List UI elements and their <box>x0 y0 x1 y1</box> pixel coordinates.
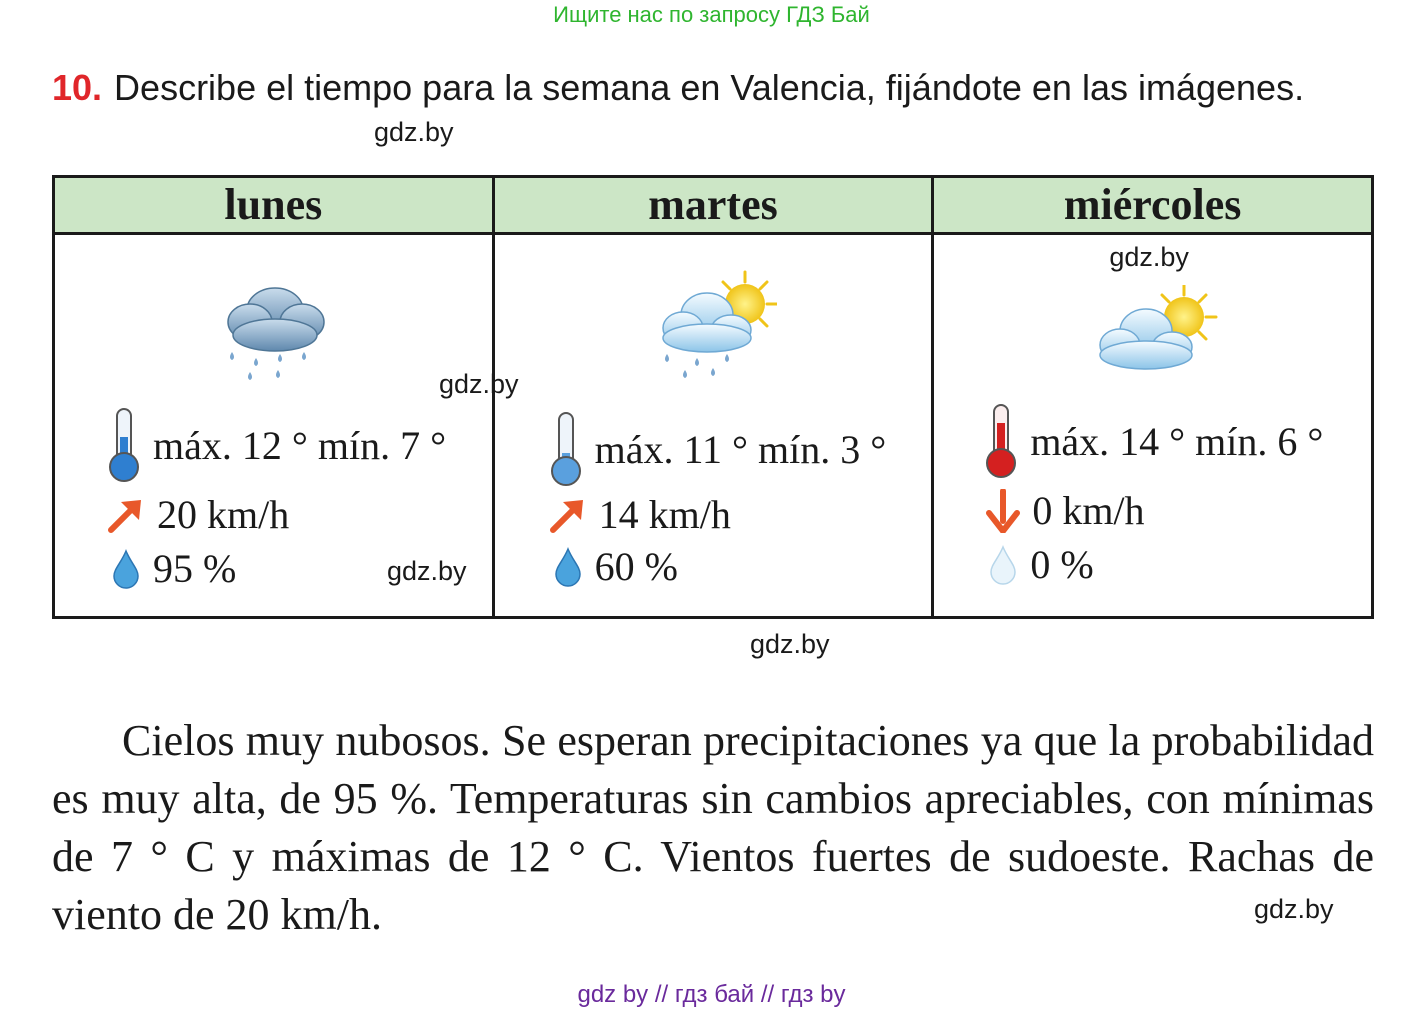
water-drop-icon <box>553 547 583 587</box>
rain-cloud-icon <box>220 280 330 390</box>
wind-row <box>549 491 731 538</box>
day-cell-lunes <box>54 234 519 618</box>
bottom-banner: gdz by // гдз бай // гдз by <box>577 981 846 1008</box>
wind-arrow-up-right-icon <box>107 496 145 534</box>
wind-arrow-up-right-icon <box>549 496 587 534</box>
sun-cloud-icon <box>1094 285 1219 375</box>
rain-probability-row <box>553 543 678 590</box>
rain-probability-value: 0 % <box>1030 542 1094 587</box>
temperature-value: máx. 11 ° mín. 3 ° <box>594 426 887 472</box>
wind-arrow-down-icon <box>986 489 1020 533</box>
top-banner: Ищите нас по запросу ГДЗ Бай <box>553 2 870 27</box>
wind-value: 0 km/h <box>1032 488 1145 533</box>
temperature-row <box>984 403 1323 479</box>
temperature-value: máx. 14 ° mín. 6 ° <box>1030 418 1324 464</box>
rain-probability-value: 95 % <box>153 546 237 591</box>
day-header-miercoles: miércoles <box>933 177 1373 234</box>
watermark: gdz.by <box>439 369 519 399</box>
thermometer-icon <box>984 403 1018 479</box>
wind-row <box>986 487 1144 534</box>
exercise-prompt: Describe el tiempo para la semana en Valencia, fijándote en las imágenes. <box>114 67 1305 108</box>
temperature-value: máx. 12 ° mín. 7 ° <box>153 422 447 468</box>
exercise-heading <box>52 66 1304 110</box>
answer-text: Cielos muy nubosos. Se esperan precipitaciones ya que la probabilidad es muy alta, de 95 %. Temperaturas sin cambios apreciables, con mínimas de 7 ° C y máximas de 12 ° C. Vientos fuertes de sudoeste. Rachas de viento de 20 km/h. <box>52 716 1374 939</box>
day-cell-miercoles <box>933 234 1373 618</box>
watermark: gdz.by <box>374 117 454 147</box>
wind-value: 20 km/h <box>157 492 290 537</box>
sun-cloud-rain-icon <box>657 270 777 385</box>
wind-value: 14 km/h <box>598 492 731 537</box>
watermark: gdz.by <box>387 556 467 586</box>
rain-probability-row <box>111 545 236 592</box>
thermometer-icon <box>107 407 141 483</box>
rain-probability-row <box>988 541 1093 588</box>
answer-paragraph <box>52 712 1374 944</box>
temperature-row <box>549 411 887 487</box>
watermark: gdz.by <box>1109 242 1189 272</box>
water-drop-icon <box>988 545 1018 585</box>
temperature-row <box>107 407 446 483</box>
exercise-number: 10. <box>52 67 103 108</box>
wind-row <box>107 491 289 538</box>
rain-probability-value: 60 % <box>594 544 678 589</box>
watermark: gdz.by <box>1254 894 1334 924</box>
day-header-martes: martes <box>493 177 933 234</box>
day-cell-martes <box>493 234 933 618</box>
weather-table <box>52 175 1374 619</box>
watermark: gdz.by <box>750 629 830 659</box>
thermometer-icon <box>549 411 583 487</box>
day-header-lunes: lunes <box>54 177 494 234</box>
water-drop-icon <box>111 549 141 589</box>
